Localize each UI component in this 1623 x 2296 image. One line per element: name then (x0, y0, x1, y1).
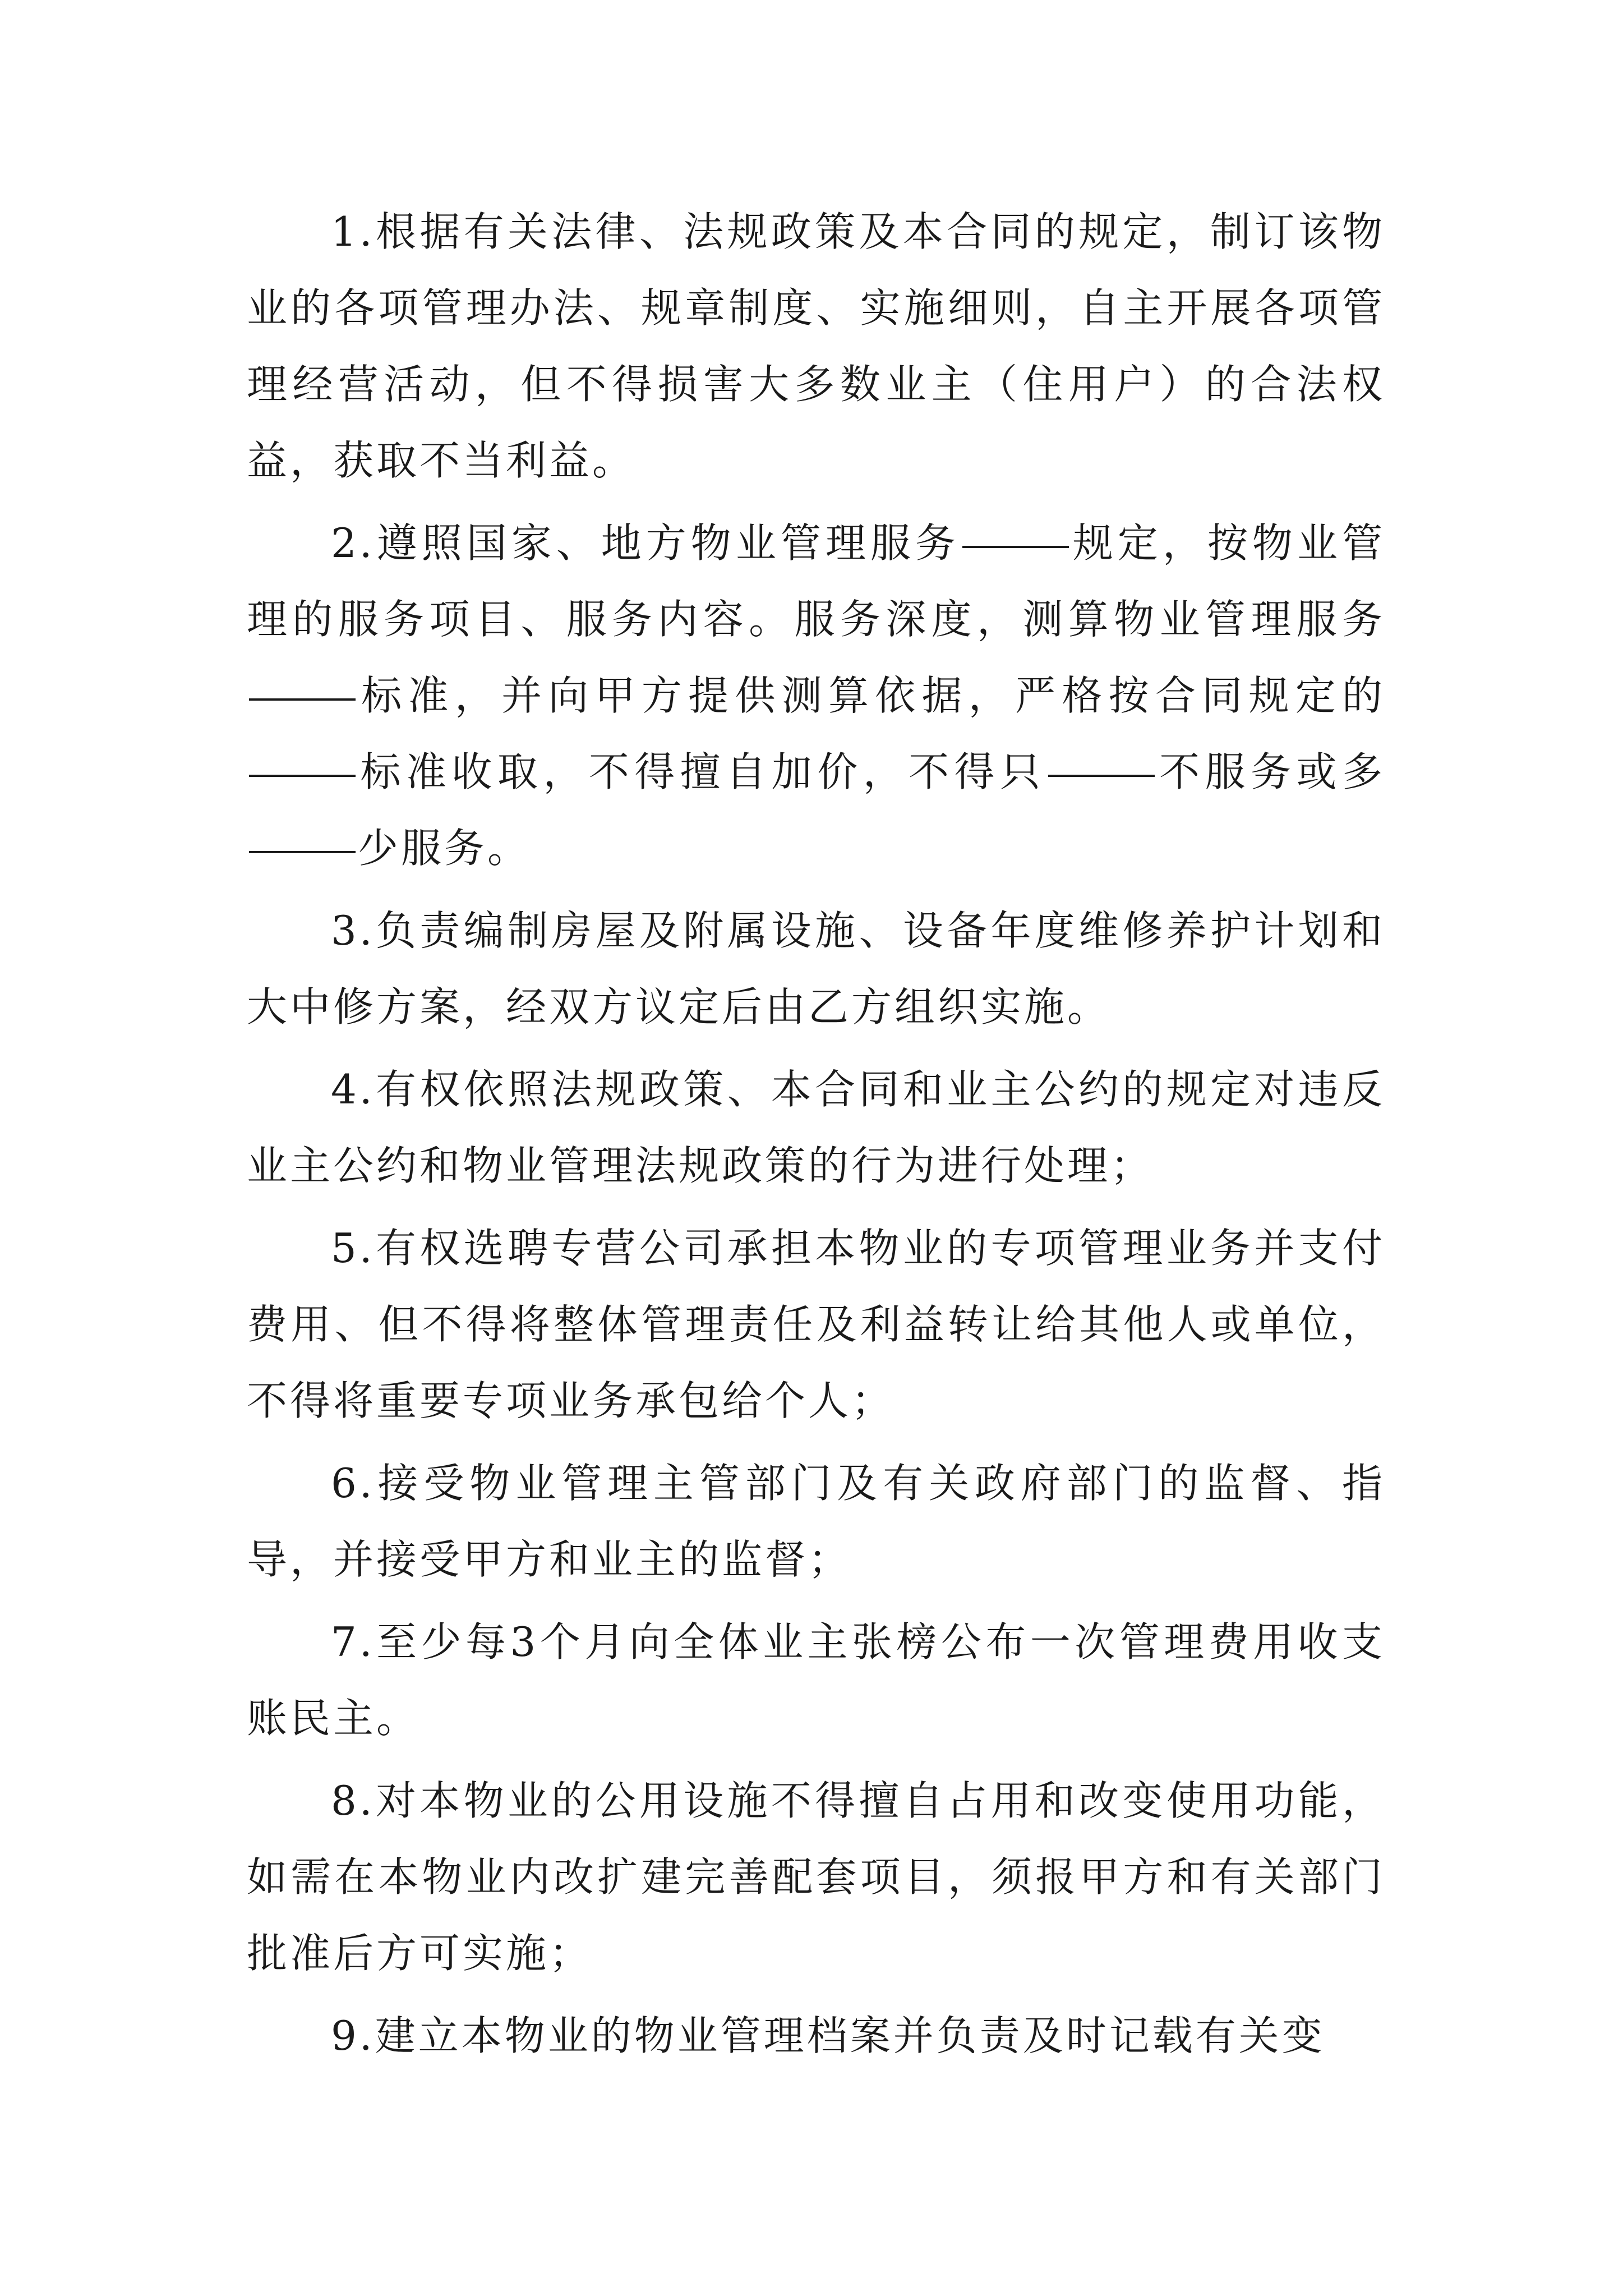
clause-5: 5.有权选聘专营公司承担本物业的专项管理业务并支付费用、但不得将整体管理责任及利益转让给其他人或单位，不得将重要专项业务承包给个人； (247, 1225, 1385, 1424)
clause-2-text: 规定，按物业管理的服务项目、服务内容。服务深度，测算物业管理服务 (247, 519, 1385, 643)
clause-6: 6.接受物业管理主管部门及有关政府部门的监督、指导，并接受甲方和业主的监督； (247, 1460, 1385, 1583)
clause-7: 7.至少每3个月向全体业主张榜公布一次管理费用收支账民主。 (247, 1618, 1385, 1742)
clause-1: 1.根据有关法律、法规政策及本合同的规定，制订该物业的各项管理办法、规章制度、实施细则，自主开展各项管理经营活动，但不得损害大多数业主（住用户）的合法权益，获取不当利益。 (247, 208, 1385, 484)
clause-4: 4.有权依照法规政策、本合同和业主公约的规定对违反业主公约和物业管理法规政策的行为进行处理； (247, 1066, 1385, 1189)
fill-in-blank (962, 505, 1069, 548)
document-body (247, 194, 1385, 2080)
clause-2-text: 不服务或多 (1156, 748, 1385, 795)
clause-2-text: 标准收取，不得擅自加价，不得只 (358, 748, 1046, 795)
clause-2-text: 标准，并向甲方提供测算依据，严格按合同规定的 (358, 672, 1385, 719)
clause-3: 3.负责编制房屋及附属设施、设备年度维修养护计划和大中修方案，经双方议定后由乙方组织实施。 (247, 907, 1385, 1030)
clause-2-text: 少服务。 (358, 825, 531, 872)
fill-in-blank (249, 658, 356, 701)
fill-in-blank (1048, 734, 1155, 777)
clause-2-text: 2.遵照国家、地方物业管理服务 (331, 519, 960, 567)
fill-in-blank (249, 734, 356, 777)
fill-in-blank (249, 811, 356, 853)
clause-9: 9.建立本物业的物业管理档案并负责及时记载有关变 (331, 2012, 1325, 2059)
clause-2 (247, 505, 1385, 886)
clause-8: 8.对本物业的公用设施不得擅自占用和改变使用功能，如需在本物业内改扩建完善配套项目，须报甲方和有关部门批准后方可实施； (247, 1777, 1385, 1977)
